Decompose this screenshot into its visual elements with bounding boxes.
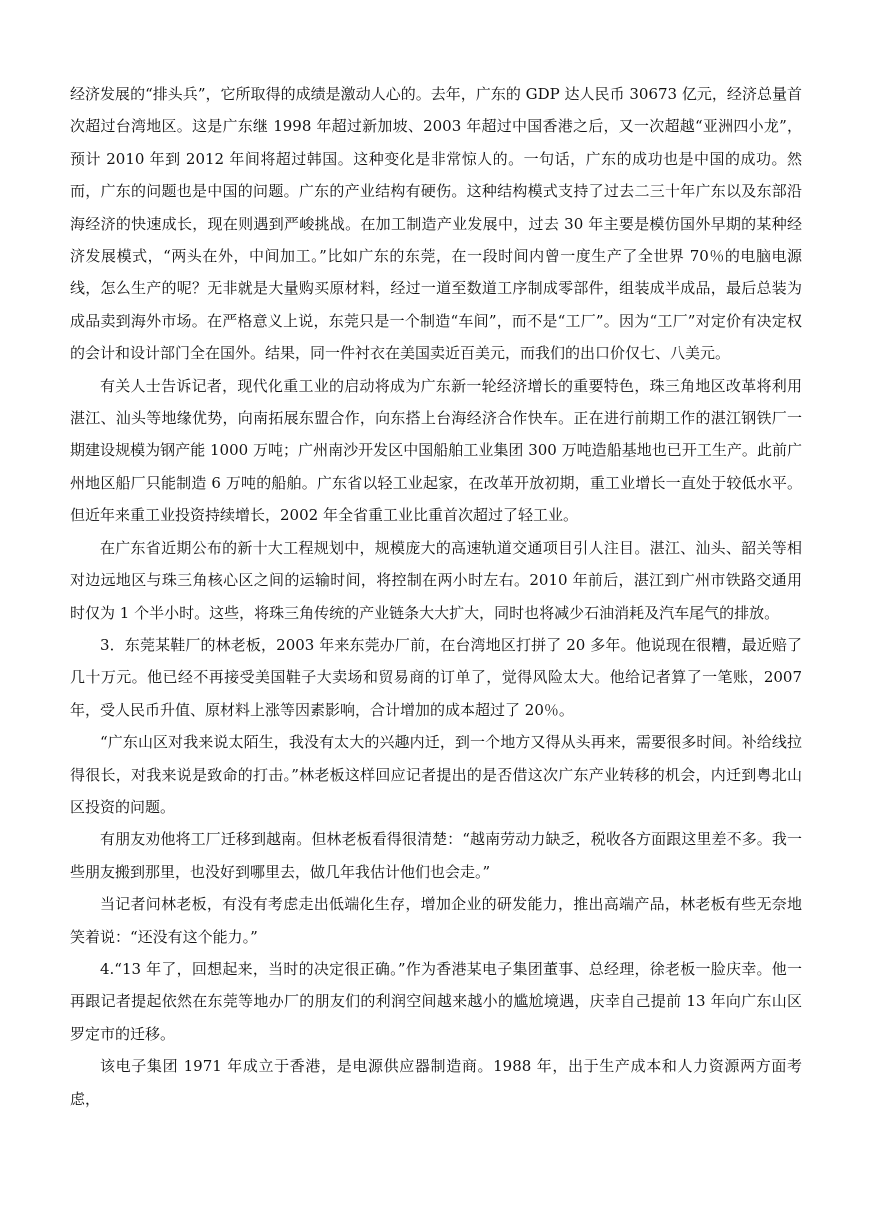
paragraph-8: 4.“13 年了，回想起来，当时的决定很正确。”作为香港某电子集团董事、总经理，徐老板一脸庆幸。他一再跟记者提起依然在东莞等地办厂的朋友们的利润空间越来越小的尴尬境遇，庆幸自己提前 13 年向广东山区罗定市的迁移。 bbox=[70, 959, 802, 1043]
paragraph-5: “广东山区对我来说太陌生，我没有太大的兴趣内迁，到一个地方又得从头再来，需要很多时间。补给线拉得很长，对我来说是致命的打击。”林老板这样回应记者提出的是否借这次广东产业转移的机会，内迁到粤北山区投资的问题。 bbox=[70, 733, 802, 816]
document-page bbox=[70, 78, 802, 1115]
paragraph-6: 有朋友劝他将工厂迁移到越南。但林老板看得很清楚：“越南劳动力缺乏，税收各方面跟这里差不多。我一些朋友搬到那里，也没好到哪里去，做几年我估计他们也会走。” bbox=[70, 830, 802, 881]
paragraph-1: 经济发展的“排头兵”，它所取得的成绩是激动人心的。去年，广东的 GDP 达人民币 30673 亿元，经济总量首次超过台湾地区。这是广东继 1998 年超过新加坡、2003 年超过中国香港之后，又一次超越“亚洲四小龙”，预计 2010 年到 2012 年间将超过韩国。这种变化是非常惊人的。一句话，广东的成功也是中国的成功。然而，广东的问题也是中国的问题。广东的产业结构有硬伤。这种结构模式支持了过去二三十年广东以及东部沿海经济的快速成长，现在则遇到严峻挑战。在加工制造产业发展中，过去 30 年主要是模仿国外早期的某种经济发展模式，“两头在外，中间加工。”比如广东的东莞，在一段时间内曾一度生产了全世界 70％的电脑电源线，怎么生产的呢？无非就是大量购买原材料，经过一道至数道工序制成零部件，组装成半成品，最后总装为成品卖到海外市场。在严格意义上说，东莞只是一个制造“车间”，而不是“工厂”。因为“工厂”对定价有决定权的会计和设计部门全在国外。结果，同一件衬衣在美国卖近百美元，而我们的出口价仅七、八美元。 bbox=[70, 85, 802, 363]
paragraph-3: 在广东省近期公布的新十大工程规划中，规模庞大的高速轨道交通项目引人注目。湛江、汕头、韶关等相对边远地区与珠三角核心区之间的运输时间，将控制在两小时左右。2010 年前后，湛江到广州市铁路交通用时仅为 1 个半小时。这些，将珠三角传统的产业链条大大扩大，同时也将减少石油消耗及汽车尾气的排放。 bbox=[70, 538, 802, 622]
paragraph-4: 3．东莞某鞋厂的林老板，2003 年来东莞办厂前，在台湾地区打拼了 20 多年。他说现在很糟，最近赔了几十万元。他已经不再接受美国鞋子大卖场和贸易商的订单了，觉得风险太大。他给记者算了一笔账，2007 年，受人民币升值、原材料上涨等因素影响，合计增加的成本超过了 20％。 bbox=[70, 635, 802, 719]
paragraph-2: 有关人士告诉记者，现代化重工业的启动将成为广东新一轮经济增长的重要特色，珠三角地区改革将利用湛江、汕头等地缘优势，向南拓展东盟合作，向东搭上台海经济合作快车。正在进行前期工作的湛江钢铁厂一期建设规模为钢产能 1000 万吨；广州南沙开发区中国船舶工业集团 300 万吨造船基地也已开工生产。此前广州地区船厂只能制造 6 万吨的船舶。广东省以轻工业起家，在改革开放初期，重工业增长一直处于较低水平。但近年来重工业投资持续增长，2002 年全省重工业比重首次超过了轻工业。 bbox=[70, 376, 802, 525]
paragraph-9: 该电子集团 1971 年成立于香港，是电源供应器制造商。1988 年，出于生产成本和人力资源两方面考虑， bbox=[70, 1057, 802, 1108]
paragraph-7: 当记者问林老板，有没有考虑走出低端化生存，增加企业的研发能力，推出高端产品，林老板有些无奈地笑着说：“还没有这个能力。” bbox=[70, 895, 802, 946]
